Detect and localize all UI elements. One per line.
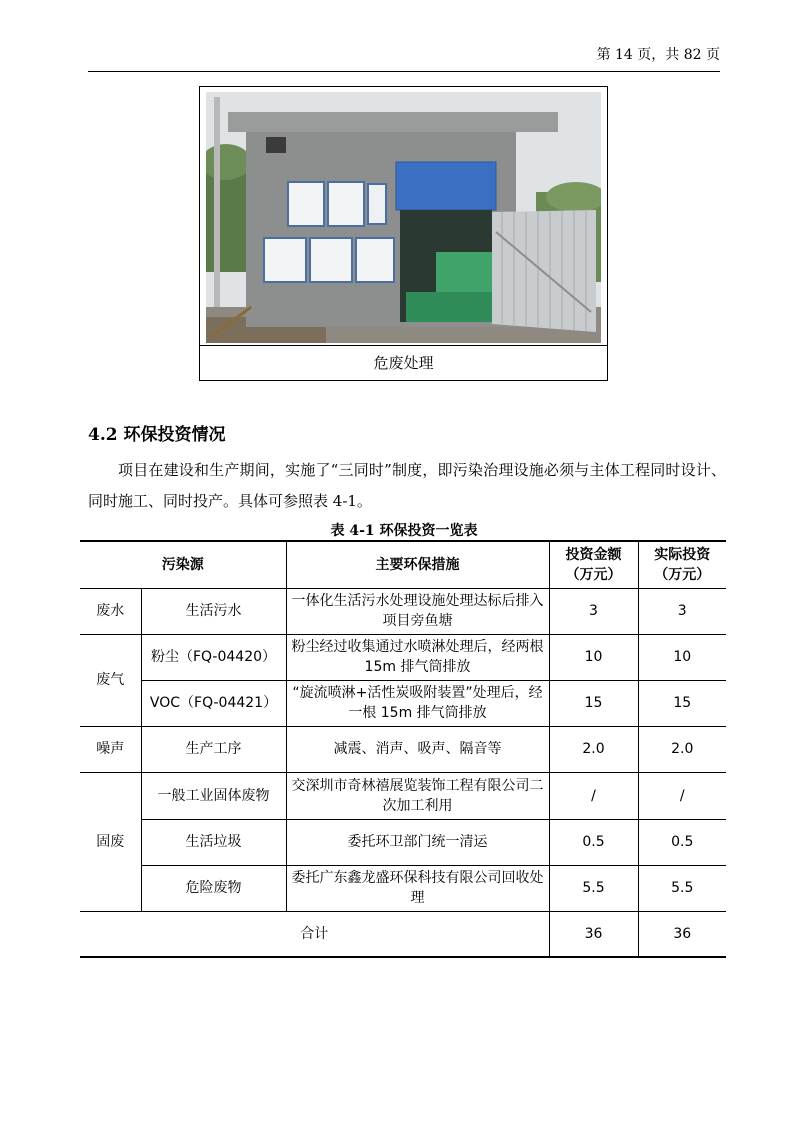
category-cell: 噪声 [80, 726, 141, 772]
item-cell: 生产工序 [141, 726, 286, 772]
measure-cell: “旋流喷淋+活性炭吸附装置”处理后，经一根 15m 排气筒排放 [286, 680, 549, 726]
actual-cell: 15 [638, 680, 726, 726]
hazardous-waste-photo [206, 92, 601, 343]
header-rule [88, 71, 720, 72]
total-label: 合计 [80, 911, 549, 957]
header-investment: 投资金额（万元） [549, 541, 638, 588]
investment-cell: 10 [549, 634, 638, 680]
measure-cell: 委托环卫部门统一清运 [286, 819, 549, 865]
investment-cell: 0.5 [549, 819, 638, 865]
table-row [80, 726, 726, 772]
item-cell: 生活垃圾 [141, 819, 286, 865]
item-cell: 生活污水 [141, 588, 286, 634]
investment-cell: 2.0 [549, 726, 638, 772]
total-investment: 36 [549, 911, 638, 957]
table-header-row [80, 541, 726, 588]
actual-cell: 5.5 [638, 865, 726, 911]
investment-table [80, 540, 726, 958]
category-cell: 固废 [80, 772, 141, 911]
category-cell: 废气 [80, 634, 141, 726]
measure-cell: 一体化生活污水处理设施处理达标后排入项目旁鱼塘 [286, 588, 549, 634]
actual-cell: 3 [638, 588, 726, 634]
figure-caption: 危废处理 [200, 345, 607, 381]
investment-cell: 5.5 [549, 865, 638, 911]
table-row [80, 680, 726, 726]
section-heading [88, 420, 226, 445]
table-row [80, 772, 726, 819]
measure-cell: 交深圳市奇林禧展览装饰工程有限公司二次加工利用 [286, 772, 549, 819]
header-source: 污染源 [80, 541, 286, 588]
total-actual: 36 [638, 911, 726, 957]
investment-cell: 15 [549, 680, 638, 726]
item-cell: VOC（FQ-04421） [141, 680, 286, 726]
investment-cell: 3 [549, 588, 638, 634]
item-cell: 一般工业固体废物 [141, 772, 286, 819]
page-number-header: 第 14 页，共 82 页 [596, 47, 720, 63]
item-cell: 危险废物 [141, 865, 286, 911]
table-title: 表 4-1 环保投资一览表 [330, 523, 478, 539]
actual-cell: 0.5 [638, 819, 726, 865]
table-row [80, 819, 726, 865]
figure-box [199, 86, 608, 381]
category-cell: 废水 [80, 588, 141, 634]
measure-cell: 减震、消声、吸声、隔音等 [286, 726, 549, 772]
table-row [80, 634, 726, 680]
measure-cell: 委托广东鑫龙盛环保科技有限公司回收处理 [286, 865, 549, 911]
table-total-row [80, 911, 726, 957]
header-measures: 主要环保措施 [286, 541, 549, 588]
measure-cell: 粉尘经过收集通过水喷淋处理后，经两根 15m 排气筒排放 [286, 634, 549, 680]
table-row [80, 865, 726, 911]
item-cell: 粉尘（FQ-04420） [141, 634, 286, 680]
section-number: 4.2 [88, 425, 118, 445]
table-row [80, 588, 726, 634]
header-actual: 实际投资（万元） [638, 541, 726, 588]
section-title: 环保投资情况 [123, 425, 226, 445]
section-paragraph: 项目在建设和生产期间，实施了“三同时”制度，即污染治理设施必须与主体工程同时设计、同时施工、同时投产。具体可参照表 4-1。 [88, 461, 726, 510]
investment-cell: / [549, 772, 638, 819]
actual-cell: / [638, 772, 726, 819]
actual-cell: 2.0 [638, 726, 726, 772]
actual-cell: 10 [638, 634, 726, 680]
